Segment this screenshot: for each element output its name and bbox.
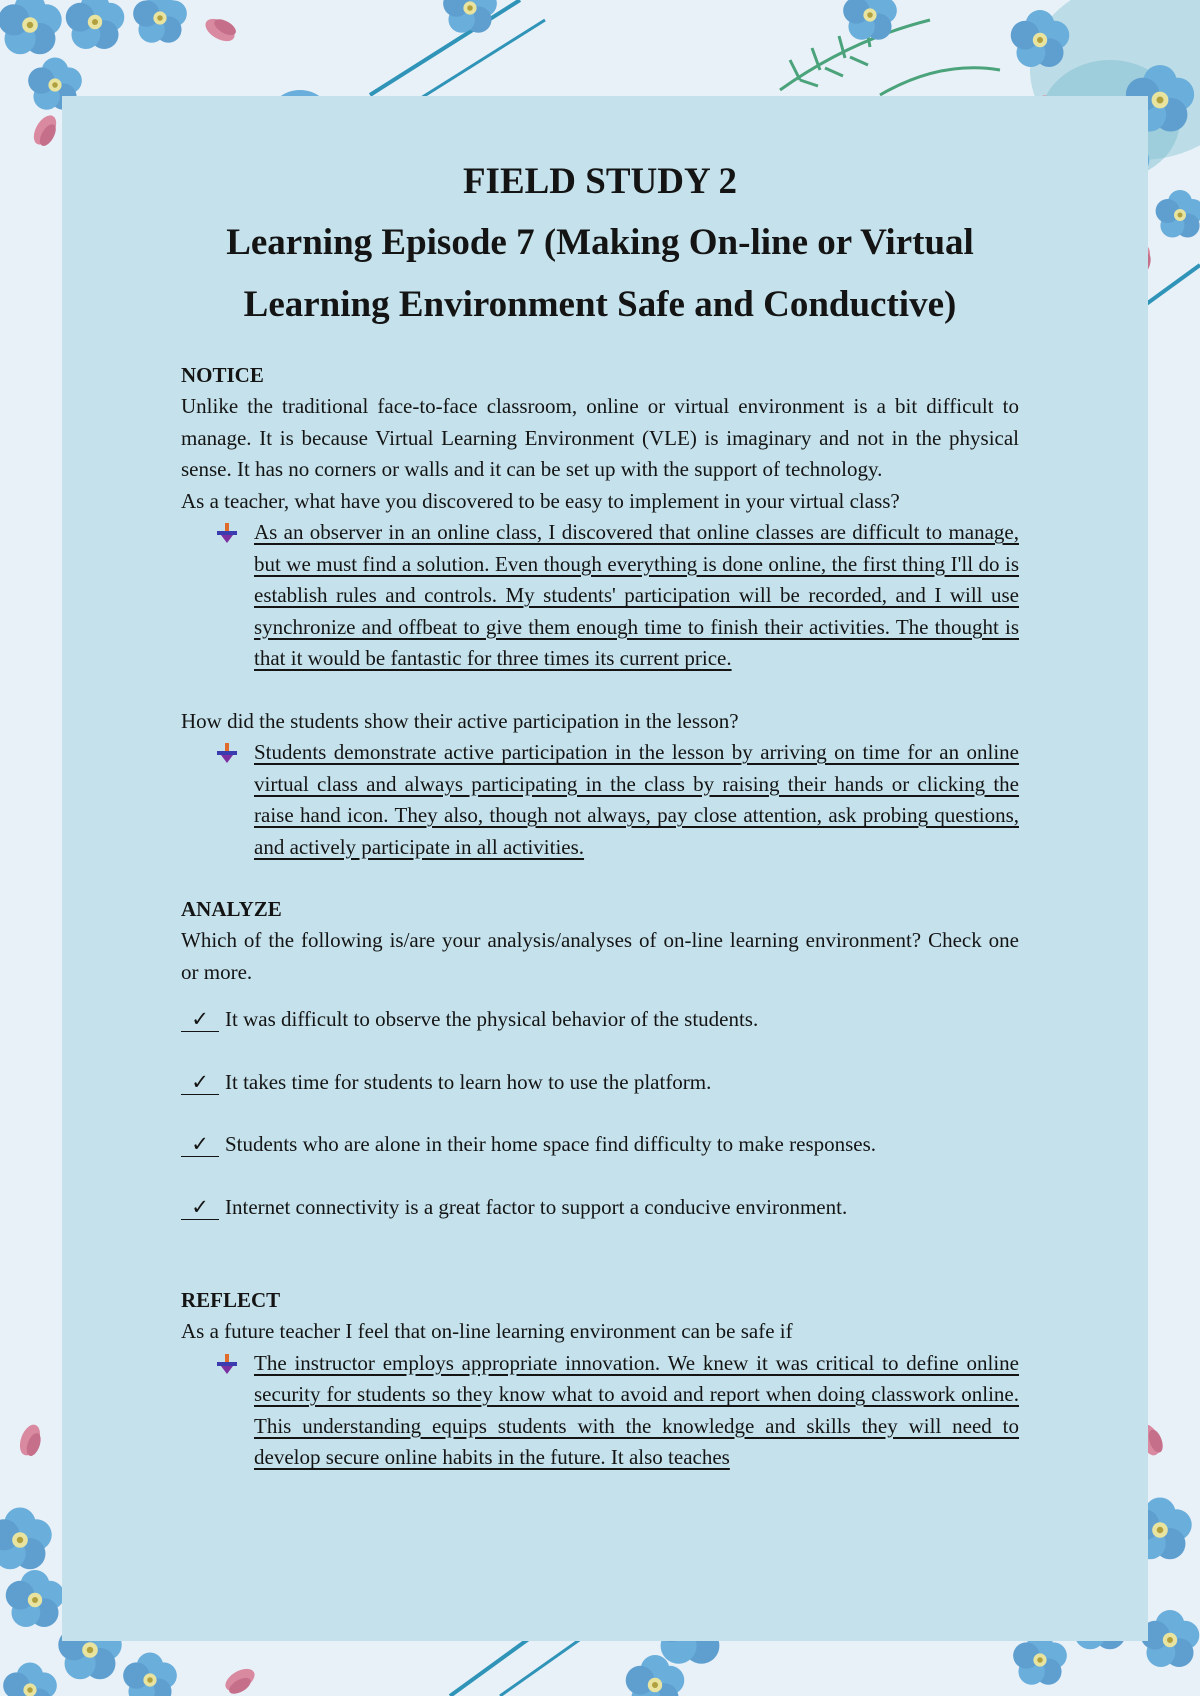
analysis-item-4 bbox=[181, 1192, 1019, 1224]
analysis-item-3 bbox=[181, 1129, 1019, 1161]
analyze-prompt: Which of the following is/are your analysis/analyses of on-line learning environment? Check one or more. bbox=[181, 928, 1019, 984]
reflect-answer bbox=[181, 1348, 1019, 1474]
episode-title-line-1: Learning Episode 7 (Making On-line or Virtual bbox=[226, 222, 974, 263]
reflect-prompt: As a future teacher I feel that on-line learning environment can be safe if bbox=[181, 1319, 793, 1343]
arrow-bullet-icon bbox=[217, 743, 237, 763]
checkbox-checked[interactable]: ✓ bbox=[181, 1070, 219, 1095]
answer-text: Students demonstrate active participation in the lesson by arriving on time for an online virtual class and always participating in the class by raising their hands or clicking the raise hand icon. They also, though not always, pay close attention, ask probing questions, and actively participate in all activities. bbox=[254, 740, 1019, 859]
answer-text: As an observer in an online class, I discovered that online classes are difficult to manage, but we must find a solution. Even though everything is done online, the first thing I'll do is establish rules and controls. My students' participation will be recorded, and I will use synchronize and offbeat to give them enough time to finish their activities. The thought is that it would be fantastic for three times its current price. bbox=[254, 520, 1019, 670]
checkbox-checked[interactable]: ✓ bbox=[181, 1132, 219, 1157]
notice-answer-1 bbox=[181, 517, 1019, 675]
checkbox-checked[interactable]: ✓ bbox=[181, 1007, 219, 1032]
analysis-item-text: Internet connectivity is a great factor to support a conducive environment. bbox=[225, 1194, 848, 1219]
analysis-item-text: It takes time for students to learn how to use the platform. bbox=[225, 1069, 712, 1094]
notice-question-1: As a teacher, what have you discovered to be easy to implement in your virtual class? bbox=[181, 488, 900, 513]
arrow-bullet-icon bbox=[217, 523, 237, 543]
notice-intro: Unlike the traditional face-to-face classroom, online or virtual environment is a bit difficult to manage. It is because Virtual Learning Environment (VLE) is imaginary and not in the physical sense. It has no corners or walls and it can be set up with the support of technology. bbox=[181, 394, 1019, 481]
notice-heading: NOTICE bbox=[181, 363, 264, 387]
notice-question-2: How did the students show their active participation in the lesson? bbox=[181, 708, 739, 733]
course-title: FIELD STUDY 2 bbox=[462, 161, 738, 202]
analysis-item-text: It was difficult to observe the physical behavior of the students. bbox=[225, 1007, 759, 1031]
arrow-bullet-icon bbox=[217, 1354, 237, 1374]
document-body bbox=[181, 152, 1019, 1474]
notice-answer-2 bbox=[181, 737, 1019, 863]
reflect-heading: REFLECT bbox=[181, 1288, 281, 1312]
analysis-item-1 bbox=[181, 1004, 1019, 1036]
analysis-item-2 bbox=[181, 1067, 1019, 1099]
answer-text: The instructor employs appropriate innovation. We knew it was critical to define online security for students so they know what to avoid and report when doing classwork online. This understanding equips students with the knowledge and skills they will need to develop secure online habits in the future. It also teaches bbox=[254, 1350, 1019, 1469]
analysis-item-text: Students who are alone in their home space find difficulty to make responses. bbox=[225, 1132, 877, 1156]
episode-title-line-2: Learning Environment Safe and Conductive) bbox=[243, 284, 957, 325]
checkbox-checked[interactable]: ✓ bbox=[181, 1195, 219, 1220]
analyze-heading: ANALYZE bbox=[181, 897, 282, 921]
